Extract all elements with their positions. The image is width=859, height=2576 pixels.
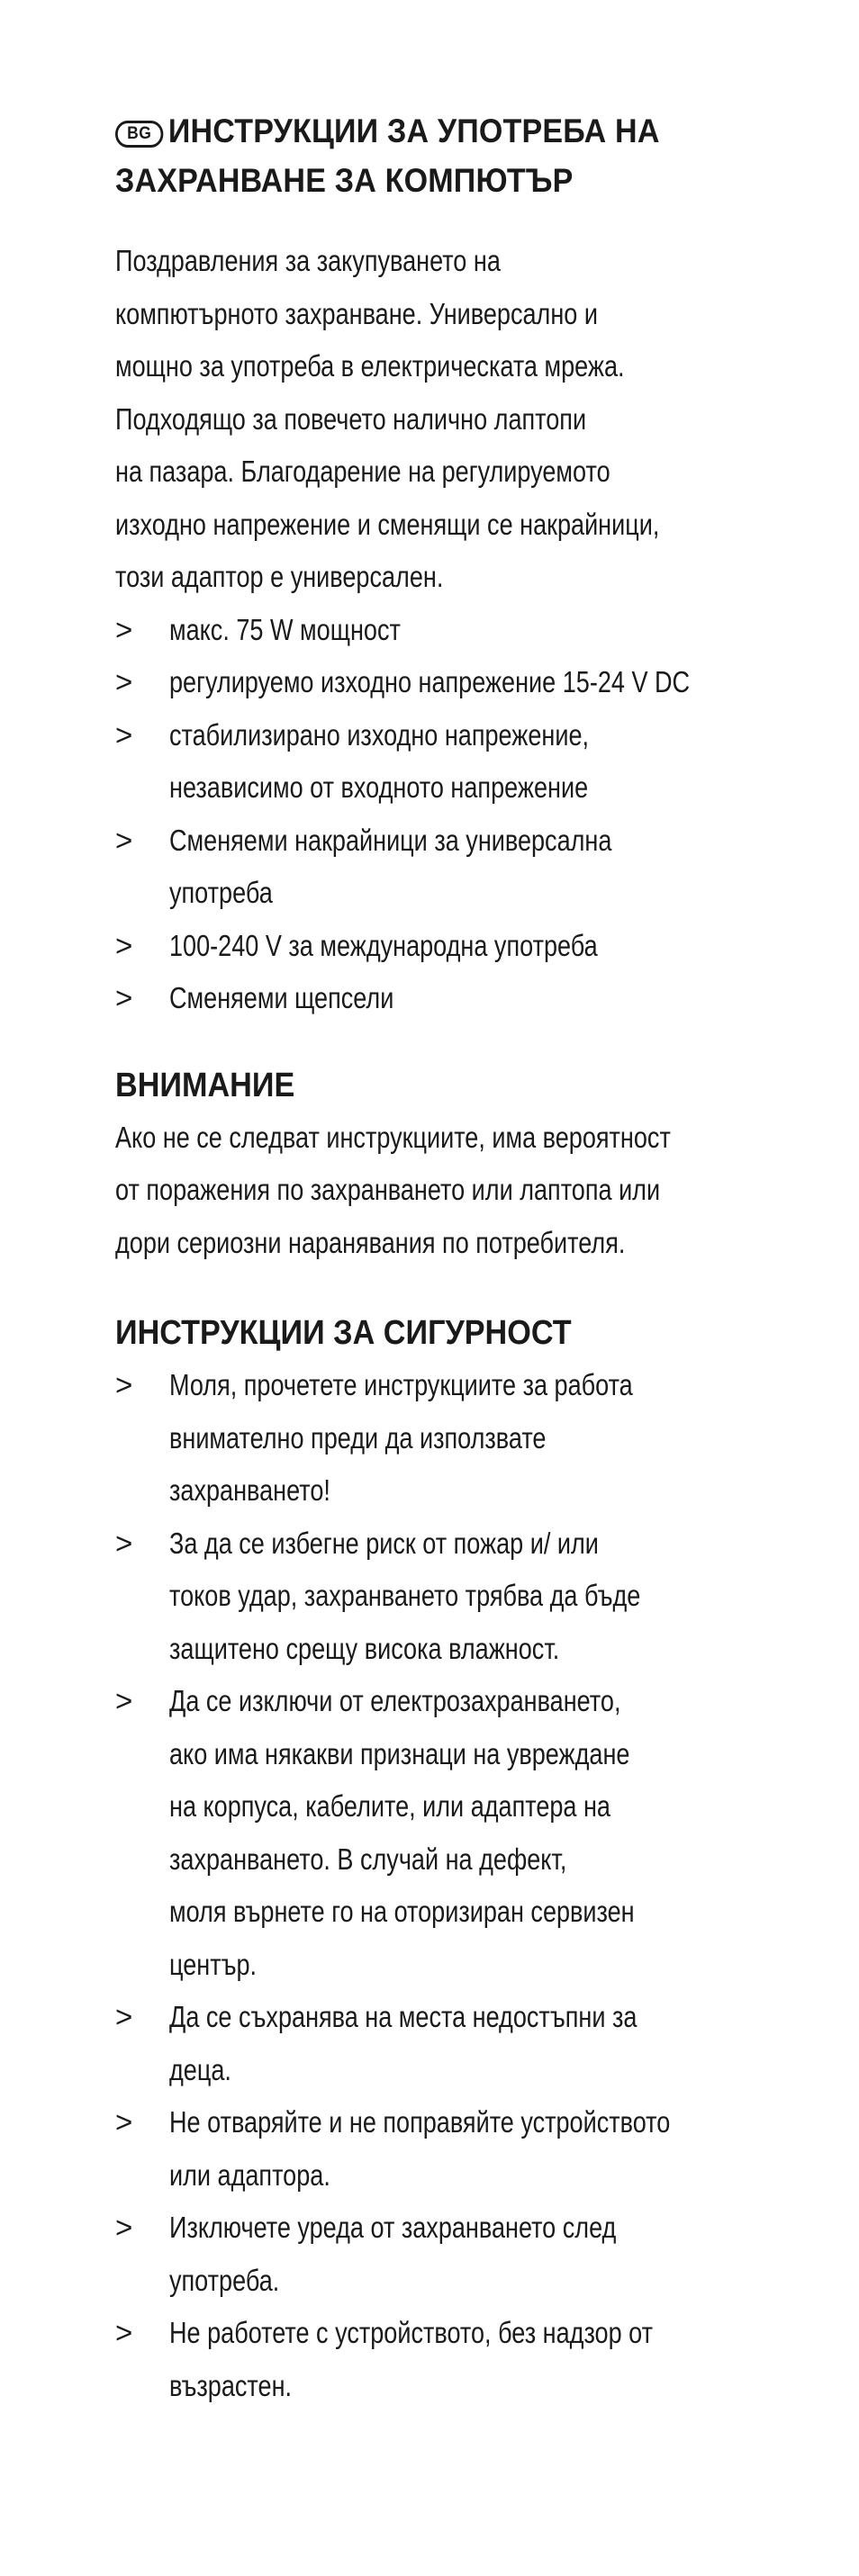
safety-text: захранването. В случай на дефект, (169, 1842, 567, 1876)
bullet-marker: > (115, 665, 133, 698)
bullet-marker: > (115, 981, 133, 1014)
intro-line: компютърното захранване. Универсално и (115, 296, 598, 330)
document-title (115, 106, 728, 205)
safety-item (115, 2096, 782, 2202)
safety-text: Не отваряйте и не поправяйте устройството (169, 2105, 671, 2139)
safety-text: употреба. (169, 2263, 280, 2297)
safety-item (115, 1518, 782, 1676)
bullet-marker: > (115, 2316, 133, 2349)
safety-text: Моля, прочетете инструкциите за работа (169, 1368, 633, 1401)
feature-text: независимо от входното напрежение (169, 770, 589, 804)
bullet-marker: > (115, 717, 133, 752)
intro-line: изходно напрежение и сменящи се накрайници, (115, 507, 660, 541)
warning-heading: ВНИМАНИЕ (115, 1066, 295, 1104)
language-badge: BG (115, 121, 163, 148)
safety-text: или адаптора. (169, 2157, 330, 2192)
safety-item (115, 1991, 782, 2096)
safety-text: възрастен. (169, 2368, 293, 2402)
bullet-marker: > (115, 1684, 133, 1717)
safety-text: За да се избегне риск от пожар и/ или (169, 1526, 599, 1560)
feature-item (115, 656, 782, 709)
feature-text: 100-240 V за международна употреба (169, 928, 598, 962)
feature-text: Сменяеми щепсели (169, 981, 394, 1014)
safety-item (115, 1675, 782, 1991)
intro-line: Подходящо за повечето налично лаптопи (115, 401, 587, 436)
feature-text: употреба (169, 876, 273, 909)
bullet-marker: > (115, 928, 133, 962)
title-line-2: ЗАХРАНВАНЕ ЗА КОМПЮТЪР (115, 162, 574, 199)
feature-item (115, 920, 782, 973)
bullet-marker: > (115, 2211, 133, 2244)
safety-text: център. (169, 1947, 258, 1981)
safety-heading: ИНСТРУКЦИИ ЗА СИГУРНОСТ (115, 1314, 572, 1352)
feature-list (115, 604, 782, 1025)
safety-text: захранването! (169, 1473, 330, 1507)
bullet-marker: > (115, 612, 133, 646)
safety-text: Изключете уреда от захранването след (169, 2211, 617, 2244)
feature-item (115, 815, 782, 920)
feature-text: регулируемо изходно напрежение 15-24 V DC (169, 665, 691, 698)
safety-list (115, 1359, 782, 2412)
safety-text: Да се съхранява на места недостъпни за (169, 2000, 637, 2033)
safety-text: внимателно преди да използвате (169, 1420, 547, 1455)
title-line-1: ИНСТРУКЦИИ ЗА УПОТРЕБА НА (167, 113, 660, 149)
bullet-marker: > (115, 1368, 133, 1401)
safety-text: ако има някакви признаци на увреждане (169, 1736, 630, 1770)
warning-line: от поражения по захранването или лаптопа или (115, 1173, 661, 1206)
intro-line: Поздравления за закупуването на (115, 244, 501, 277)
feature-item (115, 709, 782, 815)
intro-line: мощно за употреба в електрическата мрежа. (115, 349, 625, 383)
safety-text: на корпуса, кабелите, или адаптера на (169, 1789, 610, 1823)
intro-line: този адаптор е универсален. (115, 560, 444, 593)
safety-text: Не работете с устройството, без надзор от (169, 2316, 654, 2349)
feature-text: макс. 75 W мощност (169, 612, 401, 646)
safety-text: защитено срещу висока влажност. (169, 1631, 560, 1665)
bullet-marker: > (115, 2000, 133, 2033)
safety-text: моля върнете го на оторизиран сервизен (169, 1895, 635, 1928)
safety-text: токов удар, захранването трябва да бъде (169, 1579, 641, 1612)
manual-page (115, 106, 782, 2412)
feature-item (115, 604, 782, 657)
safety-item (115, 2202, 782, 2307)
warning-paragraph (115, 1112, 780, 1270)
intro-line: на пазара. Благодарение на регулируемото (115, 455, 610, 488)
feature-text: стабилизирано изходно напрежение, (169, 717, 590, 752)
bullet-marker: > (115, 823, 133, 857)
bullet-marker: > (115, 2105, 133, 2139)
warning-line: дори сериозни наранявания по потребителя. (115, 1225, 626, 1259)
feature-item (115, 972, 782, 1025)
safety-text: деца. (169, 2052, 231, 2086)
bullet-marker: > (115, 1526, 133, 1560)
warning-line: Ако не се следват инструкциите, има вероятност (115, 1120, 671, 1154)
intro-paragraph (115, 235, 780, 604)
safety-item (115, 2307, 782, 2412)
safety-item (115, 1359, 782, 1518)
feature-text: Сменяеми накрайници за универсална (169, 823, 612, 857)
safety-text: Да се изключи от електрозахранването, (169, 1684, 621, 1717)
